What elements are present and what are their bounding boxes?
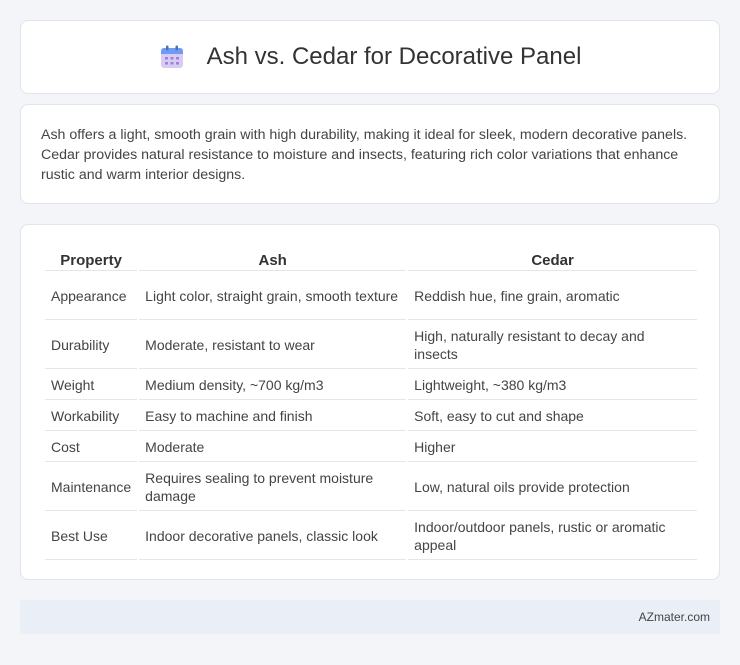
table-cell: Lightweight, ~380 kg/m3 xyxy=(408,371,697,400)
table-cell: Reddish hue, fine grain, aromatic xyxy=(408,273,697,320)
table-row xyxy=(45,464,697,511)
table-cell: Moderate, resistant to wear xyxy=(139,322,406,369)
table-cell: Best Use xyxy=(45,513,137,560)
table-cell: Light color, straight grain, smooth texture xyxy=(139,273,406,320)
table-row xyxy=(45,273,697,320)
table-cell: High, naturally resistant to decay and insects xyxy=(408,322,697,369)
table-cell: Cost xyxy=(45,433,137,462)
comparison-table-card xyxy=(20,224,720,580)
table-cell: Higher xyxy=(408,433,697,462)
footer-bar xyxy=(20,600,720,634)
comparison-table xyxy=(43,245,699,562)
table-cell: Indoor/outdoor panels, rustic or aromatic appeal xyxy=(408,513,697,560)
column-header-cedar: Cedar xyxy=(408,247,697,271)
table-cell: Medium density, ~700 kg/m3 xyxy=(139,371,406,400)
calendar-icon xyxy=(159,44,185,70)
table-cell: Moderate xyxy=(139,433,406,462)
table-row xyxy=(45,513,697,560)
column-header-property: Property xyxy=(45,247,137,271)
table-row xyxy=(45,433,697,462)
page-title: Ash vs. Cedar for Decorative Panel xyxy=(206,43,582,70)
description-card xyxy=(20,104,720,204)
table-cell: Weight xyxy=(45,371,137,400)
table-cell: Appearance xyxy=(45,273,137,320)
table-row xyxy=(45,322,697,369)
title-card xyxy=(20,20,720,94)
table-cell: Easy to machine and finish xyxy=(139,402,406,431)
column-header-ash: Ash xyxy=(139,247,406,271)
table-row xyxy=(45,371,697,400)
table-cell: Durability xyxy=(45,322,137,369)
table-cell: Indoor decorative panels, classic look xyxy=(139,513,406,560)
table-header-row xyxy=(45,247,697,271)
footer-brand: AZmater.com xyxy=(638,610,710,624)
table-cell: Workability xyxy=(45,402,137,431)
table-row xyxy=(45,402,697,431)
table-cell: Soft, easy to cut and shape xyxy=(408,402,697,431)
description-text: Ash offers a light, smooth grain with high durability, making it ideal for sleek, modern decorative panels. Cedar provides natural resistance to moisture and insects, featuring rich color variations that enhance rustic and warm interior designs. xyxy=(41,127,688,183)
table-cell: Maintenance xyxy=(45,464,137,511)
table-cell: Requires sealing to prevent moisture damage xyxy=(139,464,406,511)
table-cell: Low, natural oils provide protection xyxy=(408,464,697,511)
